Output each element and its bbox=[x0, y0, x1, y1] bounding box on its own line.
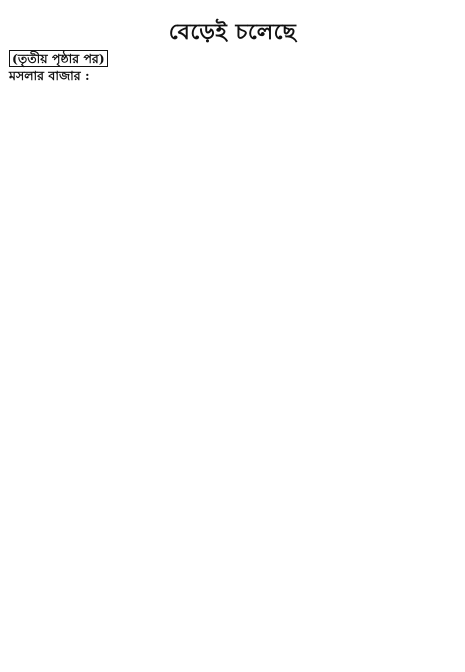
article-paragraph-2 bbox=[9, 67, 456, 84]
spice-market-subhead: মসলার বাজার : bbox=[9, 68, 90, 84]
article-paragraph-1 bbox=[9, 50, 456, 67]
article-headline: বেড়েই চলেছে bbox=[168, 19, 297, 45]
continued-from-label: (তৃতীয় পৃষ্ঠার পর) bbox=[9, 50, 108, 67]
clipped-previous-text bbox=[9, 0, 456, 12]
